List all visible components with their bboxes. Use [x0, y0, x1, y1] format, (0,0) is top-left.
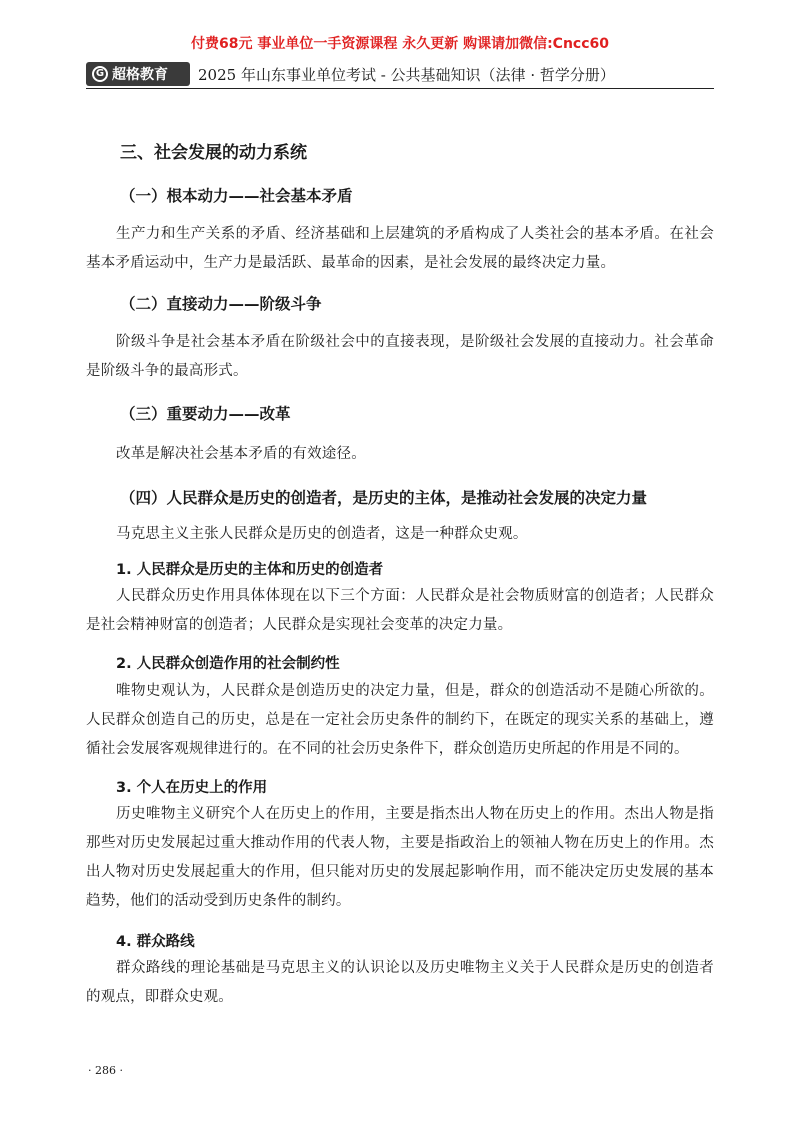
subsection-2-title: （二）直接动力——阶级斗争: [120, 295, 322, 313]
page-number: · 286 ·: [88, 1064, 123, 1077]
point-2-title: 2. 人民群众创造作用的社会制约性: [116, 656, 340, 672]
point-4-text: 群众路线的理论基础是马克思主义的认识论以及历史唯物主义关于人民群众是历史的创造者的观点，即群众史观。: [86, 960, 714, 1005]
subsection-4-title: （四）人民群众是历史的创造者，是历史的主体，是推动社会发展的决定力量: [120, 489, 648, 507]
page-header: [86, 62, 714, 89]
logo-text: 超格教育: [112, 67, 168, 83]
subsection-3-title: （三）重要动力——改革: [120, 405, 291, 423]
header-title: 2025 年山东事业单位考试 - 公共基础知识（法律 · 哲学分册）: [198, 66, 615, 84]
promo-banner: 付费68元 事业单位一手资源课程 永久更新 购课请加微信:Cncc60: [190, 36, 610, 52]
subsection-1-text: 生产力和生产关系的矛盾、经济基础和上层建筑的矛盾构成了人类社会的基本矛盾。在社会基本矛盾运动中，生产力是最活跃、最革命的因素，是社会发展的最终决定力量。: [86, 226, 714, 271]
point-1-text: 人民群众历史作用具体体现在以下三个方面：人民群众是社会物质财富的创造者；人民群众是社会精神财富的创造者；人民群众是实现社会变革的决定力量。: [86, 588, 714, 633]
logo-mark-icon: G: [92, 66, 108, 82]
point-4-title: 4. 群众路线: [116, 934, 195, 950]
section-title: 三、社会发展的动力系统: [120, 143, 307, 163]
point-3-text: 历史唯物主义研究个人在历史上的作用，主要是指杰出人物在历史上的作用。杰出人物是指那些对历史发展起过重大推动作用的代表人物，主要是指政治上的领袖人物在历史上的作用。杰出人物对历史发展起重大的作用，但只能对历史的发展起影响作用，而不能决定历史发展的基本趋势，他们的活动受到历史条件的制约。: [86, 806, 714, 909]
subsection-3-text: 改革是解决社会基本矛盾的有效途径。: [116, 446, 366, 462]
subsection-2-text: 阶级斗争是社会基本矛盾在阶级社会中的直接表现，是阶级社会发展的直接动力。社会革命是阶级斗争的最高形式。: [86, 334, 714, 379]
point-3-title: 3. 个人在历史上的作用: [116, 780, 268, 796]
point-1-title: 1. 人民群众是历史的主体和历史的创造者: [116, 562, 384, 578]
subsection-4-intro: 马克思主义主张人民群众是历史的创造者，这是一种群众史观。: [116, 526, 528, 542]
point-2-text: 唯物史观认为，人民群众是创造历史的决定力量，但是，群众的创造活动不是随心所欲的。人民群众创造自己的历史，总是在一定社会历史条件的制约下，在既定的现实关系的基础上，遵循社会发展客观规律进行的。在不同的社会历史条件下，群众创造历史所起的作用是不同的。: [86, 683, 714, 757]
subsection-1-title: （一）根本动力——社会基本矛盾: [120, 187, 353, 205]
brand-logo: [86, 62, 190, 86]
